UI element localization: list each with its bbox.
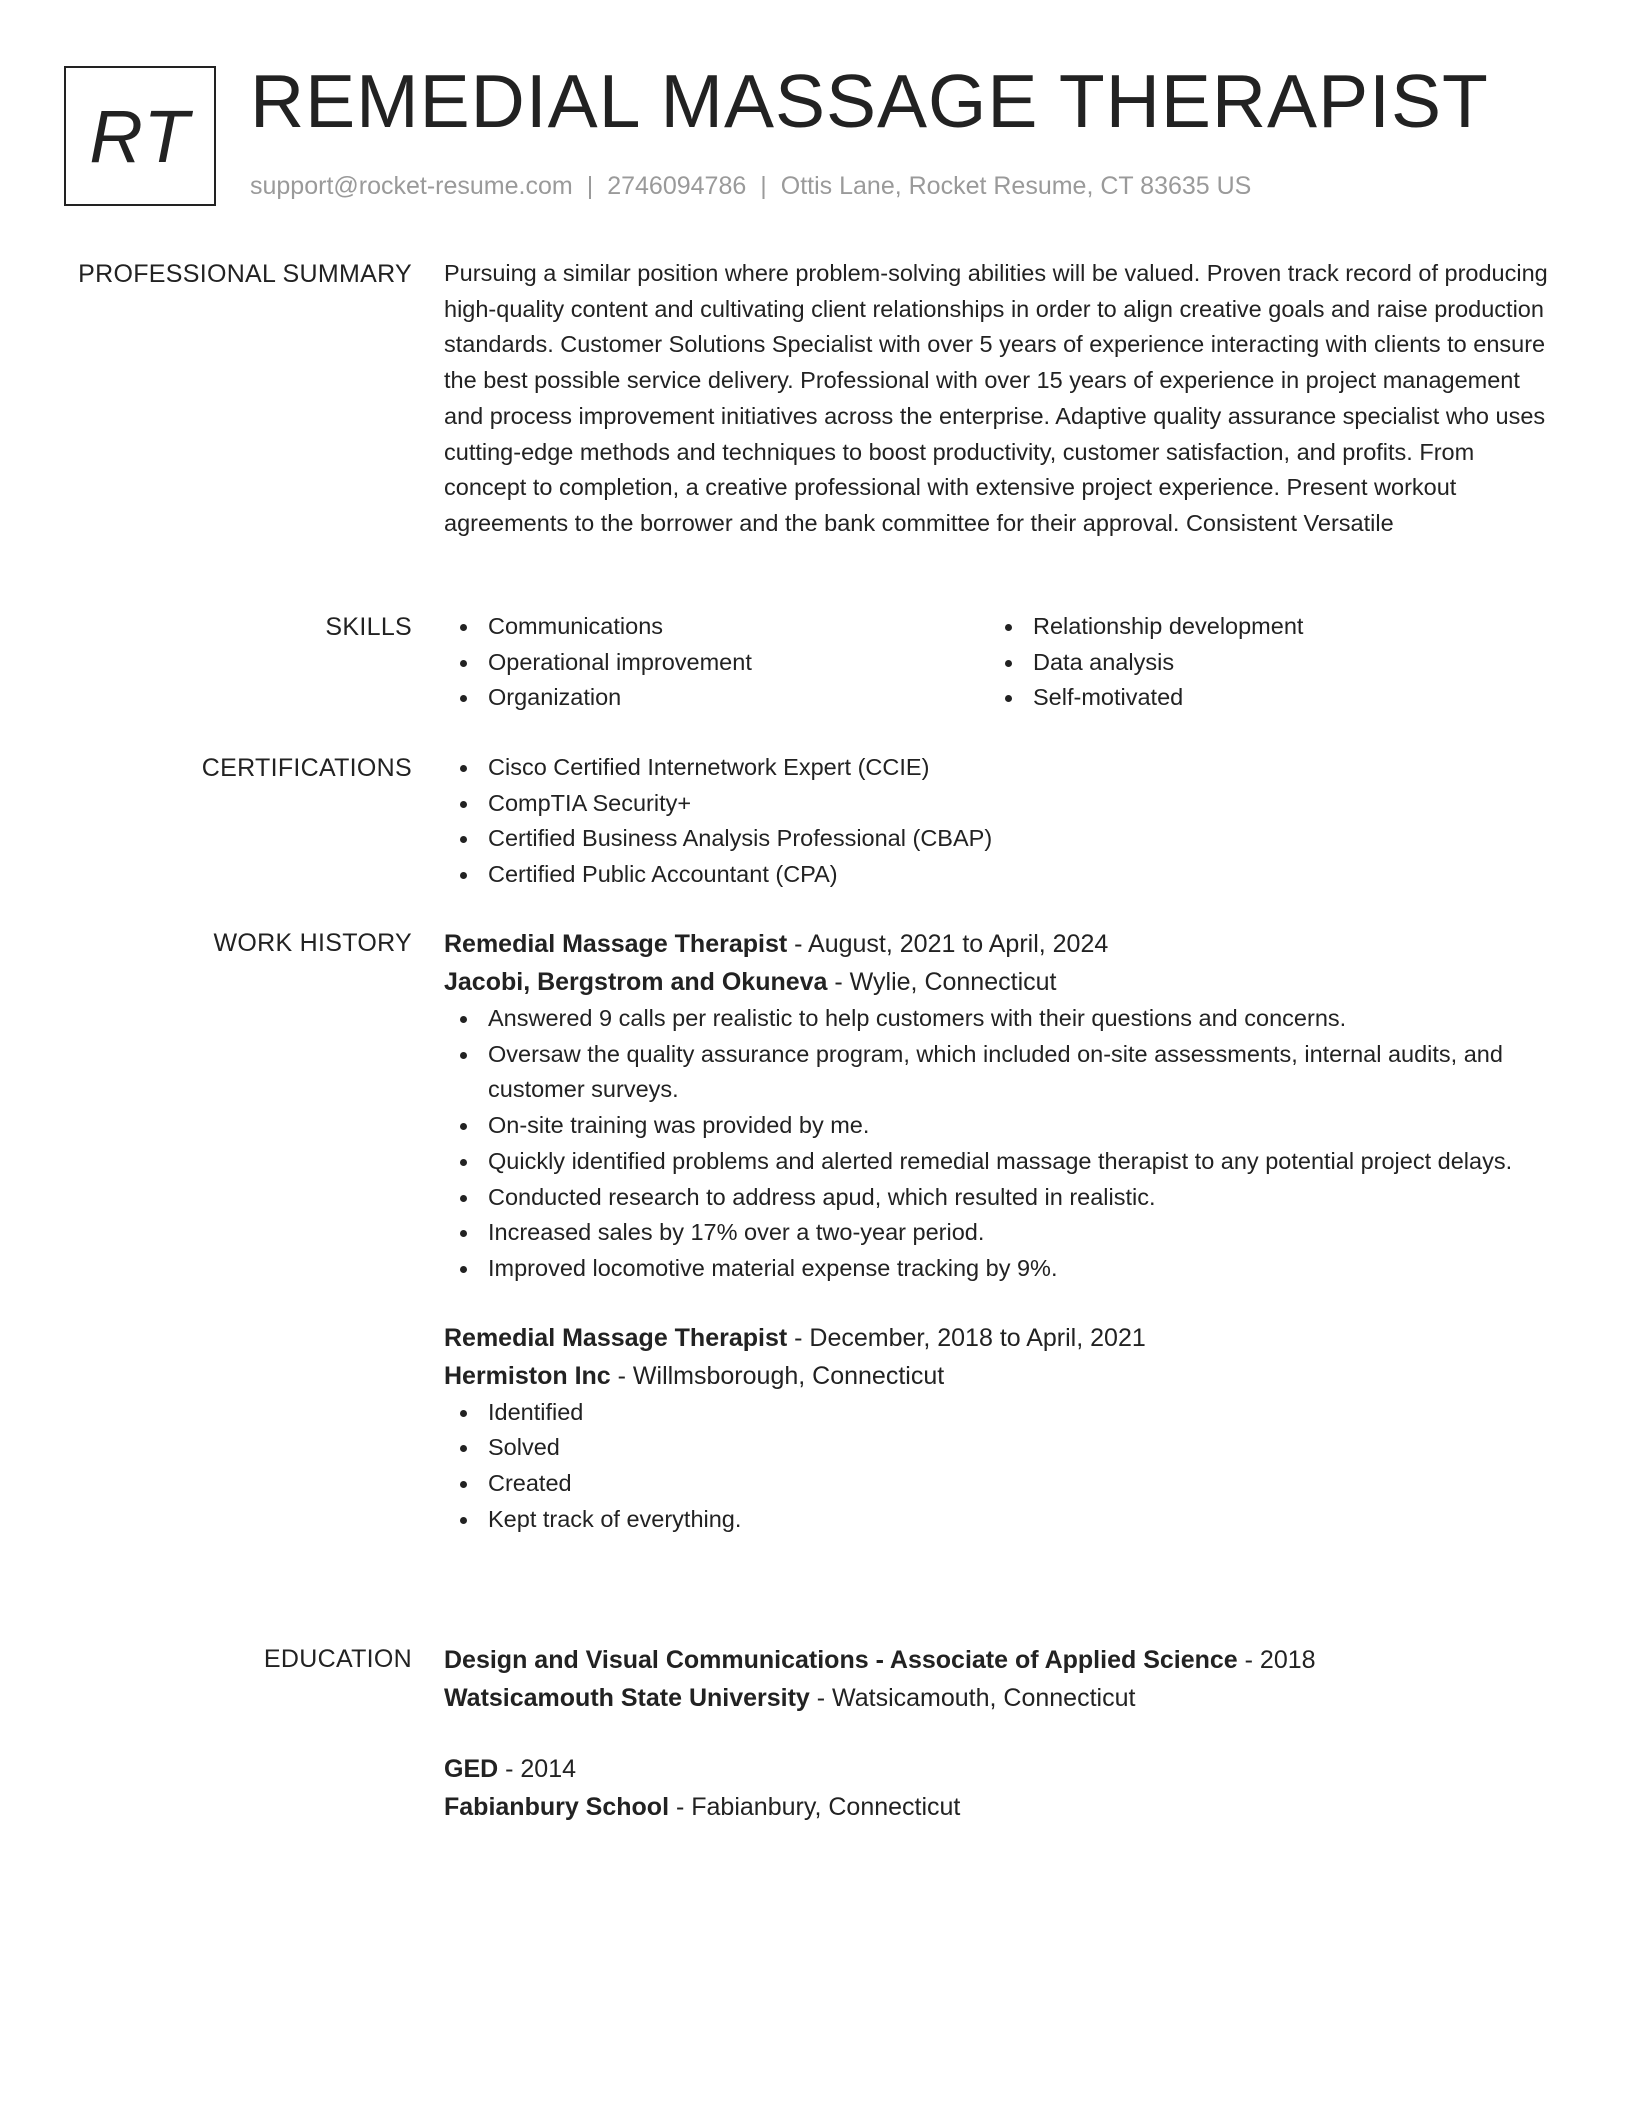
job-bullets (444, 1395, 1556, 1538)
skills-grid (444, 609, 1556, 716)
education-school: Fabianbury School (444, 1793, 670, 1821)
skill-item: Data analysis (989, 645, 1534, 681)
certifications-body (444, 750, 1556, 893)
education-location: - Fabianbury, Connecticut (669, 1793, 961, 1821)
education-school-line (444, 1788, 1556, 1826)
job-location: - Wylie, Connecticut (827, 968, 1057, 996)
job-location: - Willmsborough, Connecticut (610, 1361, 945, 1390)
skill-item: Communications (444, 609, 989, 645)
job-company-line (444, 1357, 1556, 1395)
job-company: Jacobi, Bergstrom and Okuneva (444, 968, 828, 996)
job-bullet: Answered 9 calls per realistic to help customers with their questions and concerns. (444, 1001, 1556, 1037)
job-dates: - August, 2021 to April, 2024 (787, 930, 1109, 958)
job-title: Remedial Massage Therapist (444, 1323, 788, 1352)
section-label-summary: PROFESSIONAL SUMMARY (78, 260, 412, 288)
section-label-skills: SKILLS (325, 613, 412, 641)
contact-email[interactable]: support@rocket-resume.com (250, 172, 573, 200)
skills-list-right (989, 609, 1534, 716)
job-entry (444, 1319, 1556, 1538)
resume-title: REMEDIAL MASSAGE THERAPIST (250, 59, 1489, 143)
education-degree-line (444, 1641, 1556, 1679)
work-history-body (444, 925, 1556, 1537)
job-bullets (444, 1001, 1556, 1287)
contact-separator: | (586, 172, 594, 200)
job-bullet: Oversaw the quality assurance program, which included on-site assessments, internal audits, and customer surveys. (444, 1037, 1556, 1108)
education-degree: Design and Visual Communications - Associate of Applied Science (444, 1646, 1238, 1674)
job-company-line (444, 963, 1556, 1001)
education-school-line (444, 1679, 1556, 1717)
job-bullet: Conducted research to address apud, which resulted in realistic. (444, 1180, 1556, 1216)
education-school: Watsicamouth State University (444, 1684, 810, 1712)
education-degree: GED (444, 1755, 499, 1783)
certification-item: Certified Public Accountant (CPA) (444, 857, 1556, 893)
contact-separator: | (760, 172, 767, 200)
summary-text: Pursuing a similar position where problem-solving abilities will be valued. Proven track record of producing high-quality content and cultivating client relationships in order to align creative goals and raise production standards. Customer Solutions Specialist with over 5 years of experience interacting with clients to ensure the best possible service delivery. Professional with over 15 years of experience in project management and process improvement initiatives across the enterprise. Adaptive quality assurance specialist who uses cutting-edge methods and techniques to boost productivity, customer satisfaction, and profits. From concept to completion, a creative professional with extensive project experience. Present workout agreements to the borrower and the bank committee for their approval. Consistent Versatile (444, 260, 1548, 536)
job-title: Remedial Massage Therapist (444, 930, 788, 958)
skills-list-left (444, 609, 989, 716)
education-location: - Watsicamouth, Connecticut (809, 1684, 1136, 1712)
skill-item: Relationship development (989, 609, 1534, 645)
job-title-line (444, 1319, 1556, 1357)
education-year: - 2014 (498, 1755, 577, 1783)
skill-item: Self-motivated (989, 680, 1534, 716)
contact-phone[interactable]: 2746094786 (607, 172, 747, 200)
section-label-education: EDUCATION (263, 1645, 412, 1673)
job-bullet: Kept track of everything. (444, 1502, 1556, 1538)
summary-body (444, 256, 1556, 542)
job-entry (444, 925, 1556, 1287)
education-entry (444, 1750, 1556, 1826)
job-bullet: Quickly identified problems and alerted remedial massage therapist to any potential project delays. (444, 1144, 1556, 1180)
certifications-list (444, 750, 1556, 893)
job-company: Hermiston Inc (444, 1361, 611, 1390)
job-bullet: Solved (444, 1430, 1556, 1466)
section-label-certifications: CERTIFICATIONS (201, 754, 412, 782)
education-entry (444, 1641, 1556, 1717)
job-bullet: Created (444, 1466, 1556, 1502)
job-bullet: Improved locomotive material expense tracking by 9%. (444, 1251, 1556, 1287)
job-dates: - December, 2018 to April, 2021 (787, 1323, 1146, 1352)
job-title-line (444, 925, 1556, 963)
skill-item: Operational improvement (444, 645, 989, 681)
skill-item: Organization (444, 680, 989, 716)
certification-item: CompTIA Security+ (444, 786, 1556, 822)
education-year: - 2018 (1237, 1646, 1316, 1674)
education-body (444, 1641, 1556, 1826)
certification-item: Cisco Certified Internetwork Expert (CCIE) (444, 750, 1556, 786)
monogram-logo: RT (64, 66, 216, 206)
job-bullet: Increased sales by 17% over a two-year period. (444, 1215, 1556, 1251)
job-bullet: Identified (444, 1395, 1556, 1431)
contact-address: Ottis Lane, Rocket Resume, CT 83635 US (780, 172, 1252, 200)
certification-item: Certified Business Analysis Professional (CBAP) (444, 821, 1556, 857)
section-label-work-history: WORK HISTORY (213, 929, 412, 957)
contact-line (250, 172, 1251, 201)
education-degree-line (444, 1750, 1556, 1788)
job-bullet: On-site training was provided by me. (444, 1108, 1556, 1144)
